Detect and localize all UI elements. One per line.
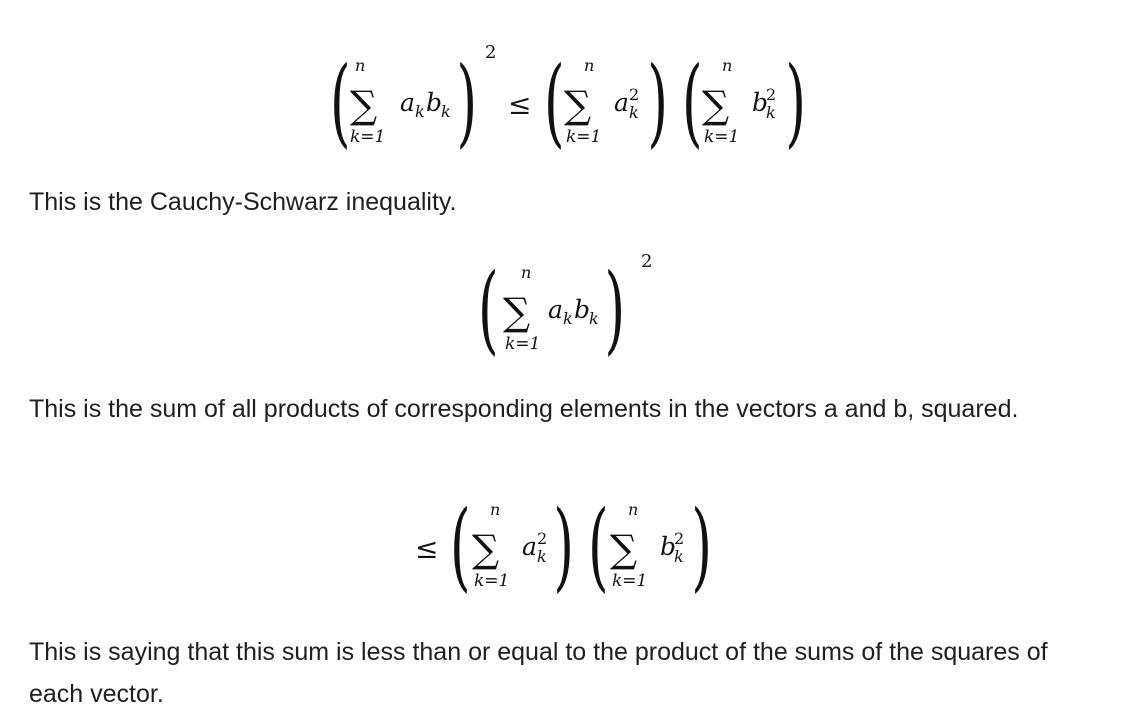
right-paren: ): [456, 47, 478, 153]
sum-upper-limit: n: [584, 56, 595, 75]
right-paren: ): [604, 254, 626, 360]
equation-sum-product-squared: [0, 245, 1122, 360]
sum-lower-limit: k=1: [505, 334, 541, 354]
superscript-2: 2: [537, 529, 548, 548]
sub-k: k: [629, 103, 639, 122]
sub-k: k: [589, 309, 599, 328]
sum-upper-limit: n: [722, 56, 733, 75]
exponent-2: 2: [641, 251, 653, 272]
sigma-symbol: ∑: [503, 290, 531, 334]
right-paren: ): [691, 491, 713, 603]
sum-lower-limit: k=1: [566, 127, 602, 147]
left-paren: (: [330, 47, 351, 153]
sub-k: k: [563, 309, 573, 328]
sigma-symbol: ∑: [472, 527, 500, 571]
sub-k: k: [766, 103, 776, 122]
left-paren: (: [478, 254, 499, 360]
equation-cauchy-schwarz-full: [0, 38, 1122, 153]
superscript-2: 2: [629, 85, 640, 104]
sum-upper-limit: n: [490, 500, 501, 519]
sub-k: k: [537, 547, 547, 566]
superscript-2: 2: [674, 529, 685, 548]
left-paren: (: [450, 491, 471, 603]
var-b: b: [752, 88, 769, 117]
equation-product-of-sums: [0, 490, 1122, 603]
leq-symbol: ≤: [415, 532, 439, 565]
leq-symbol: ≤: [508, 88, 532, 121]
var-b: b: [426, 88, 443, 117]
right-paren: ): [785, 47, 807, 153]
var-a: a: [548, 295, 563, 324]
var-a: a: [400, 88, 415, 117]
paragraph-1: This is the Cauchy-Schwarz inequality.: [29, 188, 457, 216]
equation-1-svg: [0, 38, 1122, 153]
right-paren: ): [647, 47, 669, 153]
sum-upper-limit: n: [628, 500, 639, 519]
exponent-2: 2: [485, 42, 497, 63]
paragraph-3: This is saying that this sum is less than or equal to the product of the sums of the squares of each vector.: [29, 638, 1048, 708]
sum-lower-limit: k=1: [612, 571, 648, 591]
sum-upper-limit: n: [355, 56, 366, 75]
sigma-symbol: ∑: [610, 527, 638, 571]
sigma-symbol: ∑: [564, 83, 592, 127]
var-b: b: [660, 532, 677, 561]
sum-lower-limit: k=1: [350, 127, 386, 147]
sum-lower-limit: k=1: [474, 571, 510, 591]
sub-k: k: [441, 102, 451, 121]
paragraph-2: This is the sum of all products of corresponding elements in the vectors a and b, squared.: [29, 395, 1019, 423]
equation-2-svg: [0, 245, 1122, 360]
var-a: a: [522, 532, 537, 561]
left-paren: (: [682, 47, 703, 153]
left-paren: (: [544, 47, 565, 153]
sum-upper-limit: n: [521, 263, 532, 282]
sigma-symbol: ∑: [350, 83, 378, 127]
sum-lower-limit: k=1: [704, 127, 740, 147]
equation-3-svg: [0, 490, 1122, 605]
sigma-symbol: ∑: [702, 83, 730, 127]
var-b: b: [574, 295, 591, 324]
left-paren: (: [588, 491, 609, 603]
sub-k: k: [415, 102, 425, 121]
right-paren: ): [553, 491, 575, 603]
sub-k: k: [674, 547, 684, 566]
var-a: a: [614, 88, 629, 117]
superscript-2: 2: [766, 85, 777, 104]
